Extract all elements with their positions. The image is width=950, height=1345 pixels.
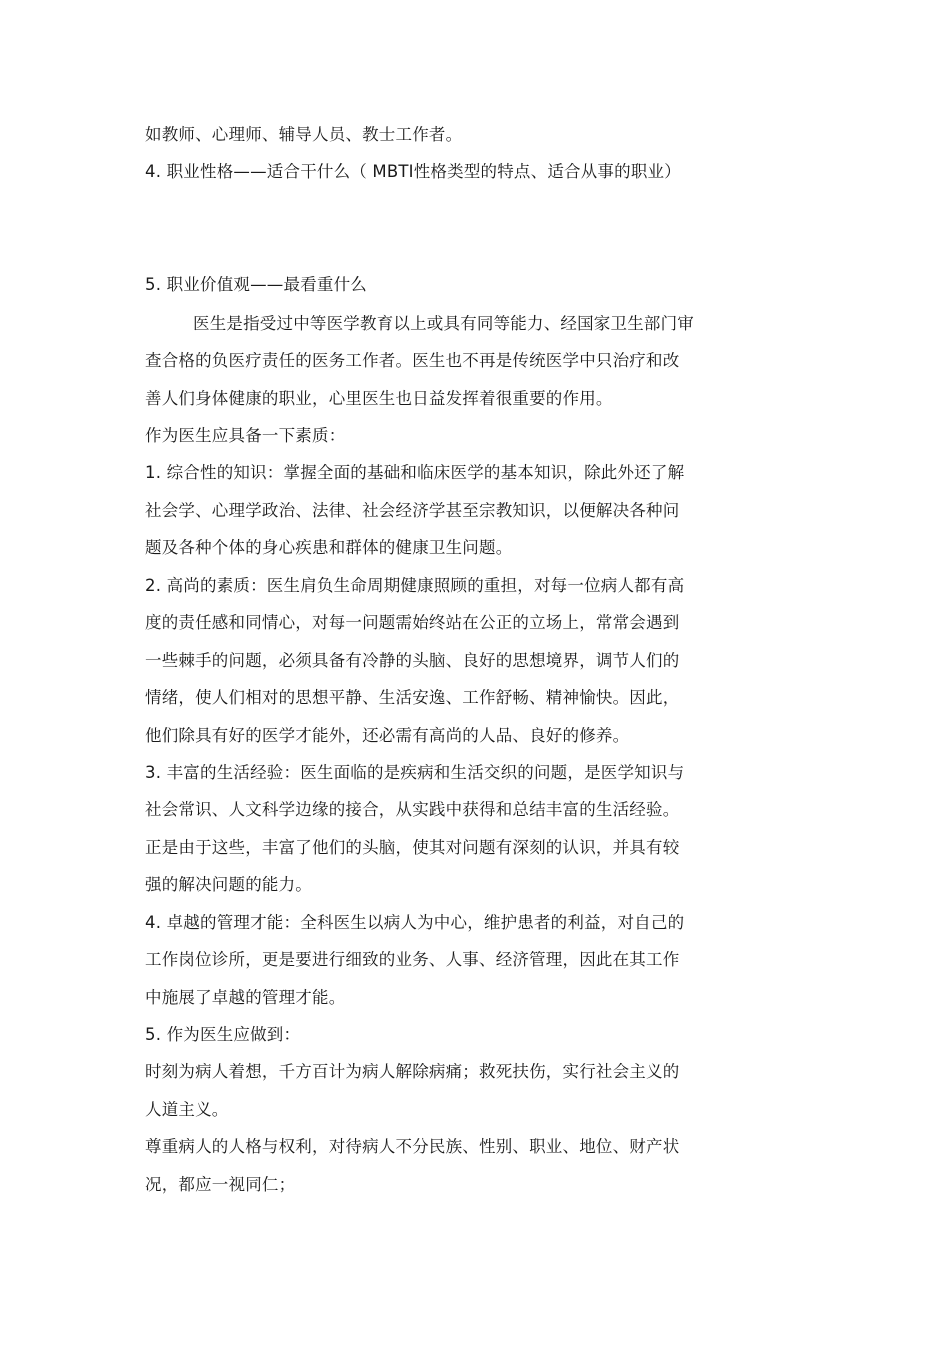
list-item-line: 社会常识、人文科学边缘的接合，从实践中获得和总结丰富的生活经验。 — [145, 800, 680, 819]
paragraph-line: 人道主义。 — [145, 1100, 229, 1119]
section-heading-career-values: 5. 职业价值观——最看重什么 — [145, 275, 367, 294]
paragraph-line: 尊重病人的人格与权利，对待病人不分民族、性别、职业、地位、财产状 — [145, 1137, 680, 1156]
paragraph-line: 时刻为病人着想，千方百计为病人解除病痛；救死扶伤，实行社会主义的 — [145, 1062, 680, 1081]
paragraph-line: 医生是指受过中等医学教育以上或具有同等能力、经国家卫生部门审 — [193, 314, 694, 333]
list-item-line: 4. 卓越的管理才能：全科医生以病人为中心，维护患者的利益，对自己的 — [145, 913, 685, 932]
list-item-line: 5. 作为医生应做到： — [145, 1025, 301, 1044]
paragraph-line: 善人们身体健康的职业，心里医生也日益发挥着很重要的作用。 — [145, 389, 613, 408]
list-item-line: 他们除具有好的医学才能外，还必需有高尚的人品、良好的修养。 — [145, 726, 630, 745]
list-item-line: 题及各种个体的身心疾患和群体的健康卫生问题。 — [145, 538, 513, 557]
list-item-line: 情绪，使人们相对的思想平静、生活安逸、工作舒畅、精神愉快。因此， — [145, 688, 680, 707]
paragraph-line: 查合格的负医疗责任的医务工作者。医生也不再是传统医学中只治疗和改 — [145, 351, 680, 370]
list-item-line: 3. 丰富的生活经验：医生面临的是疾病和生活交织的问题，是医学知识与 — [145, 763, 685, 782]
list-item-line: 工作岗位诊所，更是要进行细致的业务、人事、经济管理，因此在其工作 — [145, 950, 680, 969]
list-item-line: 中施展了卓越的管理才能。 — [145, 988, 346, 1007]
list-item-line: 1. 综合性的知识：掌握全面的基础和临床医学的基本知识，除此外还了解 — [145, 463, 685, 482]
list-item-line: 度的责任感和同情心，对每一问题需始终站在公正的立场上，常常会遇到 — [145, 613, 680, 632]
list-item-line: 一些棘手的问题，必须具备有冷静的头脑、良好的思想境界，调节人们的 — [145, 651, 680, 670]
section-heading-career-personality: 4. 职业性格——适合干什么（ MBTI性格类型的特点、适合从事的职业） — [145, 162, 681, 181]
paragraph-line: 况，都应一视同仁； — [145, 1175, 296, 1194]
list-item-line: 社会学、心理学政治、法律、社会经济学甚至宗教知识，以便解决各种问 — [145, 501, 680, 520]
list-item-line: 强的解决问题的能力。 — [145, 875, 312, 894]
list-item-line: 正是由于这些，丰富了他们的头脑，使其对问题有深刻的认识，并具有较 — [145, 838, 680, 857]
list-item-line: 2. 高尚的素质：医生肩负生命周期健康照顾的重担，对每一位病人都有高 — [145, 576, 685, 595]
paragraph-line: 作为医生应具备一下素质： — [145, 426, 346, 445]
text-line: 如教师、心理师、辅导人员、教士工作者。 — [145, 125, 463, 144]
